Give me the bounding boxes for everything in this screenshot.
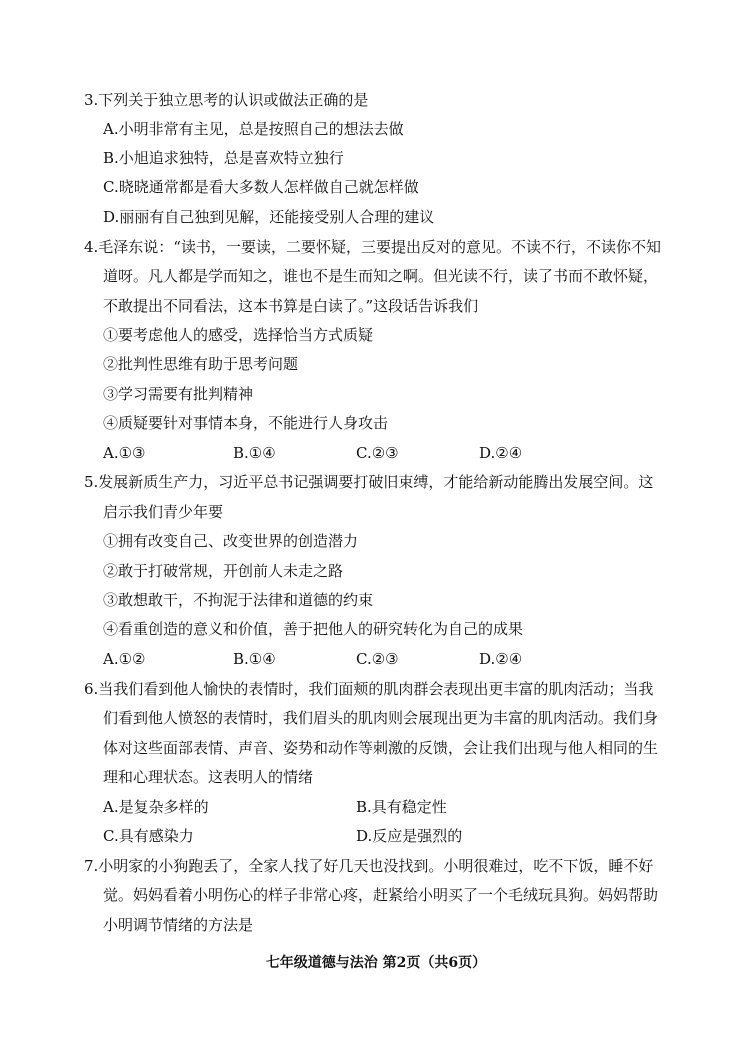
q5-item-1: ①拥有改变自己、改变世界的创造潜力 <box>103 532 359 550</box>
q4-option-b: B.①④ <box>233 444 276 462</box>
q6-stem-line-1: 6.当我们看到他人愉快的表情时，我们面颊的肌肉群会表现出更丰富的肌肉活动；当我 <box>84 680 654 698</box>
q6-stem-line-3: 体对这些面部表情、声音、姿势和动作等刺激的反馈，会让我们出现与他人相同的生 <box>103 739 659 757</box>
q4-item-2: ②批判性思维有助于思考问题 <box>103 355 299 373</box>
q4-option-a: A.①③ <box>103 444 146 462</box>
q3-option-c: C.晓晓通常都是看大多数人怎样做自己就怎样做 <box>103 178 419 196</box>
q4-item-4: ④质疑要针对事情本身，不能进行人身攻击 <box>103 414 389 432</box>
q6-stem-line-2: 们看到他人愤怒的表情时，我们眉头的肌肉则会展现出更为丰富的肌肉活动。我们身 <box>103 709 659 727</box>
q5-option-a: A.①② <box>103 650 146 668</box>
q6-option-c: C.具有感染力 <box>103 827 194 845</box>
q5-item-2: ②敢于打破常规，开创前人未走之路 <box>103 562 344 580</box>
q6-option-b: B.具有稳定性 <box>356 798 447 816</box>
q5-item-4: ④看重创造的意义和价值，善于把他人的研究转化为自己的成果 <box>103 620 524 638</box>
q4-option-c: C.②③ <box>356 444 399 462</box>
q7-stem-line-2: 觉。妈妈看着小明伤心的样子非常心疼，赶紧给小明买了一个毛绒玩具狗。妈妈帮助 <box>103 886 659 904</box>
q4-item-3: ③学习需要有批判精神 <box>103 385 254 403</box>
q6-option-a: A.是复杂多样的 <box>103 798 209 816</box>
q6-option-d: D.反应是强烈的 <box>356 827 463 845</box>
q6-stem-line-4: 理和心理状态。这表明人的情绪 <box>103 768 314 786</box>
q3-option-a: A.小明非常有主见，总是按照自己的想法去做 <box>103 120 404 138</box>
q4-stem-line-2: 道呀。凡人都是学而知之，谁也不是生而知之啊。但光读不行，读了书而不敢怀疑， <box>103 267 659 285</box>
q4-stem-line-3: 不敢提出不同看法，这本书算是白读了。”这段话告诉我们 <box>103 297 479 315</box>
q3-option-d: D.丽丽有自己独到见解，还能接受别人合理的建议 <box>103 208 435 226</box>
page-footer: 七年级道德与法治 第2页（共6页） <box>265 955 487 971</box>
q4-option-d: D.②④ <box>479 444 523 462</box>
q3-option-b: B.小旭追求独特，总是喜欢特立独行 <box>103 149 344 167</box>
q4-item-1: ①要考虑他人的感受，选择恰当方式质疑 <box>103 326 374 344</box>
q7-stem-line-1: 7.小明家的小狗跑丢了，全家人找了好几天也没找到。小明很难过，吃不下饭，睡不好 <box>84 857 654 875</box>
q5-item-3: ③敢想敢干，不拘泥于法律和道德的约束 <box>103 591 374 609</box>
q4-stem-line-1: 4.毛泽东说：“读书，一要读，二要怀疑，三要提出反对的意见。不读不行，不读你不知 <box>84 238 661 256</box>
q7-stem-line-3: 小明调节情绪的方法是 <box>103 916 254 934</box>
q5-option-d: D.②④ <box>479 650 523 668</box>
q5-stem-line-2: 启示我们青少年要 <box>103 503 224 521</box>
q5-option-c: C.②③ <box>356 650 399 668</box>
q5-option-b: B.①④ <box>233 650 276 668</box>
q3-stem: 3.下列关于独立思考的认识或做法正确的是 <box>84 91 369 109</box>
q5-stem-line-1: 5.发展新质生产力，习近平总书记强调要打破旧束缚，才能给新动能腾出发展空间。这 <box>84 473 654 491</box>
